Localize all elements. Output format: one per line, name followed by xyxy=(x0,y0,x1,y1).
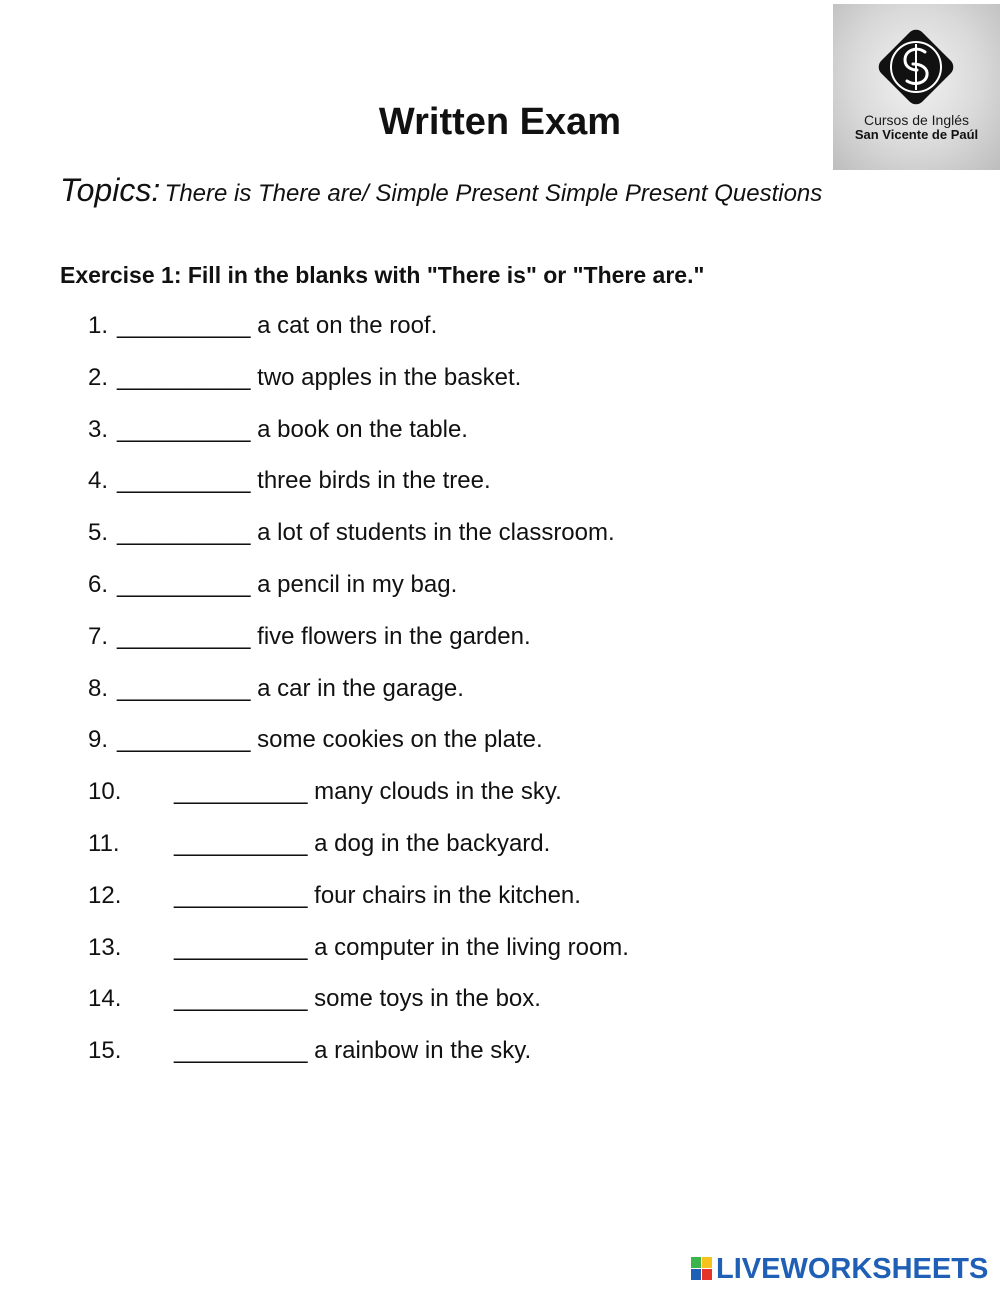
page-title: Written Exam xyxy=(378,101,622,143)
item-sentence: __________ a cat on the roof. xyxy=(117,312,438,339)
exercise-item xyxy=(0,517,1000,569)
item-sentence: __________ a rainbow in the sky. xyxy=(174,1037,532,1065)
item-number: 7. xyxy=(88,622,109,650)
item-number: 2. xyxy=(88,363,109,391)
logo-line-1: Cursos de Inglés xyxy=(863,112,970,128)
exercise-item xyxy=(0,362,1000,414)
item-sentence: __________ a dog in the backyard. xyxy=(174,829,551,857)
exercise-heading: Exercise 1: Fill in the blanks with "There is" or "There are." xyxy=(60,262,705,288)
logo-line-2: San Vicente de Paúl xyxy=(854,127,979,142)
item-number: 5. xyxy=(88,519,109,547)
liveworksheets-logo-icon xyxy=(691,1257,713,1281)
item-number: 13. xyxy=(88,933,122,961)
exercise-item xyxy=(0,776,1000,828)
liveworksheets-brand[interactable] xyxy=(691,1252,991,1286)
item-number: 8. xyxy=(88,674,109,702)
exercise-item xyxy=(0,932,1000,984)
item-sentence: __________ a lot of students in the classroom. xyxy=(117,519,615,547)
school-logo xyxy=(833,4,1000,170)
item-number: 1. xyxy=(88,312,109,339)
topics-line xyxy=(60,172,822,209)
item-number: 11. xyxy=(88,829,120,857)
item-number: 12. xyxy=(88,881,122,909)
item-number: 6. xyxy=(88,570,109,598)
item-number: 9. xyxy=(88,726,109,754)
item-number: 10. xyxy=(88,778,122,806)
item-sentence: __________ five flowers in the garden. xyxy=(117,622,531,650)
item-sentence: __________ some cookies on the plate. xyxy=(117,726,543,754)
exercise-item xyxy=(0,983,1000,1035)
item-number: 14. xyxy=(88,985,122,1013)
exercise-item xyxy=(0,465,1000,517)
item-sentence: __________ many clouds in the sky. xyxy=(174,778,562,806)
exercise-item xyxy=(0,414,1000,466)
exercise-item xyxy=(0,1035,1000,1087)
item-sentence: __________ a computer in the living room. xyxy=(174,933,629,961)
exercise-item xyxy=(0,880,1000,932)
cs-monogram-icon xyxy=(833,4,1000,170)
exercise-item xyxy=(0,569,1000,621)
item-sentence: __________ a book on the table. xyxy=(117,415,468,443)
item-sentence: __________ two apples in the basket. xyxy=(117,363,522,391)
item-sentence: __________ a pencil in my bag. xyxy=(117,570,458,598)
item-sentence: __________ some toys in the box. xyxy=(174,985,541,1013)
exercise-item xyxy=(0,673,1000,725)
exercise-item xyxy=(0,724,1000,776)
item-number: 4. xyxy=(88,467,109,495)
item-sentence: __________ four chairs in the kitchen. xyxy=(174,881,581,909)
topics-label: Topics: xyxy=(60,172,161,208)
item-number: 15. xyxy=(88,1037,122,1065)
exercise-list xyxy=(0,310,1000,1087)
item-sentence: __________ a car in the garage. xyxy=(117,674,464,702)
exercise-item xyxy=(0,621,1000,673)
item-number: 3. xyxy=(88,415,109,443)
topics-text: There is There are/ Simple Present Simple Present Questions xyxy=(164,180,823,207)
exercise-item xyxy=(0,828,1000,880)
liveworksheets-label: LIVEWORKSHEETS xyxy=(716,1253,989,1285)
item-sentence: __________ three birds in the tree. xyxy=(117,467,491,495)
exercise-item xyxy=(0,310,1000,362)
